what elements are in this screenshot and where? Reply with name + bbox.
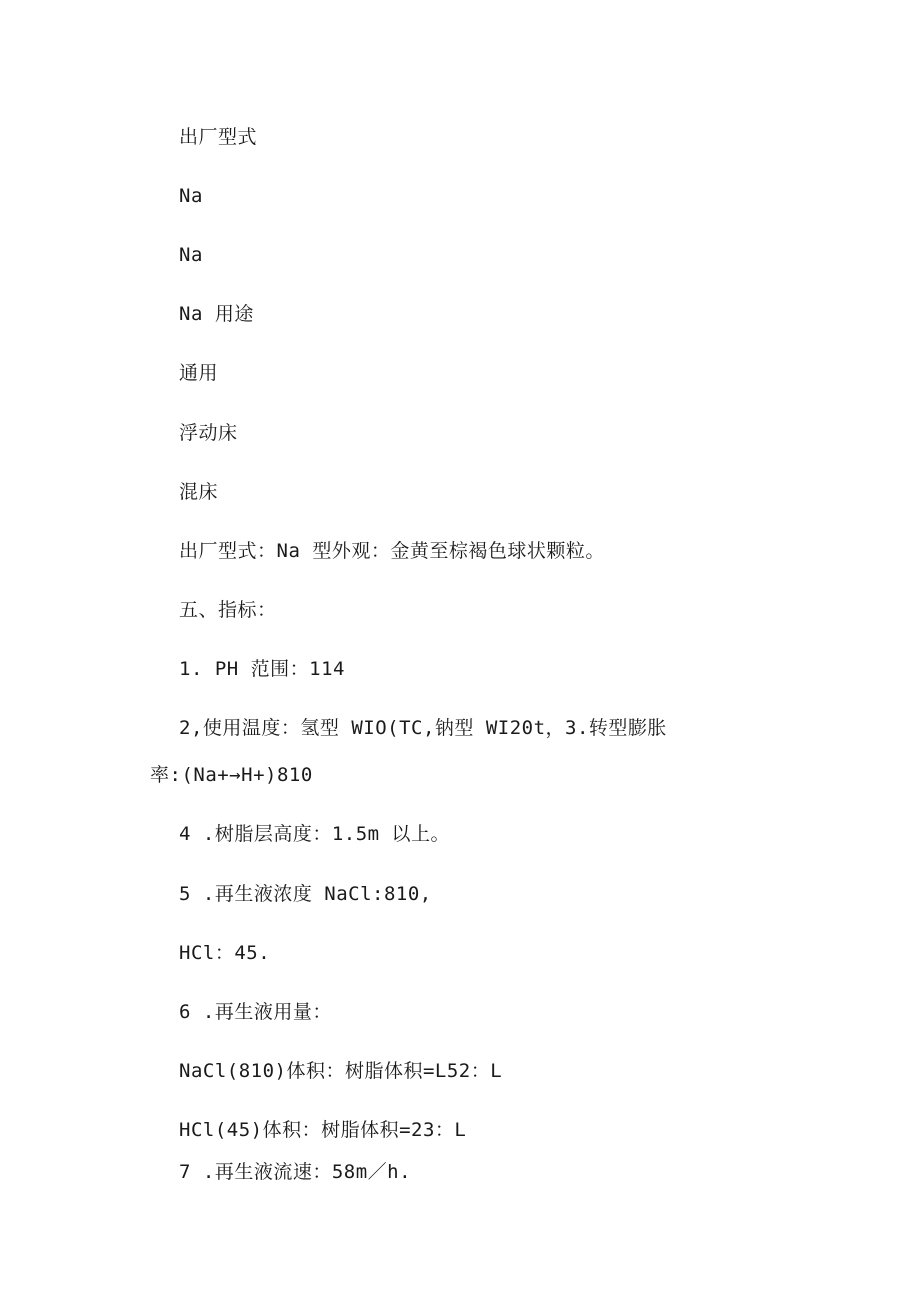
text-line: Na (179, 185, 203, 207)
text-line: 率:(Na+→H+)810 (150, 764, 313, 786)
text-line: 7 .再生液流速：58m／h. (179, 1161, 412, 1183)
text-line: 浮动床 (179, 422, 238, 444)
text-line: 5 .再生液浓度 NaCl:810, (179, 883, 432, 905)
text-line: 4 .树脂层高度：1.5m 以上。 (179, 823, 451, 845)
text-line: 通用 (179, 362, 219, 384)
text-line: 1. PH 范围：114 (179, 658, 345, 680)
text-line: Na (179, 244, 203, 266)
section-heading: 五、指标： (179, 599, 277, 621)
text-line: 6 .再生液用量： (179, 1001, 332, 1023)
text-line: HCl：45. (179, 942, 271, 964)
text-line: 出厂型式 (179, 126, 258, 148)
text-line: 混床 (179, 481, 219, 503)
text-line: HCl(45)体积：树脂体积=23：L (179, 1119, 467, 1141)
text-line: 2,使用温度：氢型 WIO(TC,钠型 WI20t，3.转型膨胀 (179, 717, 667, 739)
text-line: 出厂型式：Na 型外观：金黄至棕褐色球状颗粒。 (179, 540, 605, 562)
text-line: NaCl(810)体积：树脂体积=L52：L (179, 1060, 503, 1082)
text-line: Na 用途 (179, 303, 254, 325)
